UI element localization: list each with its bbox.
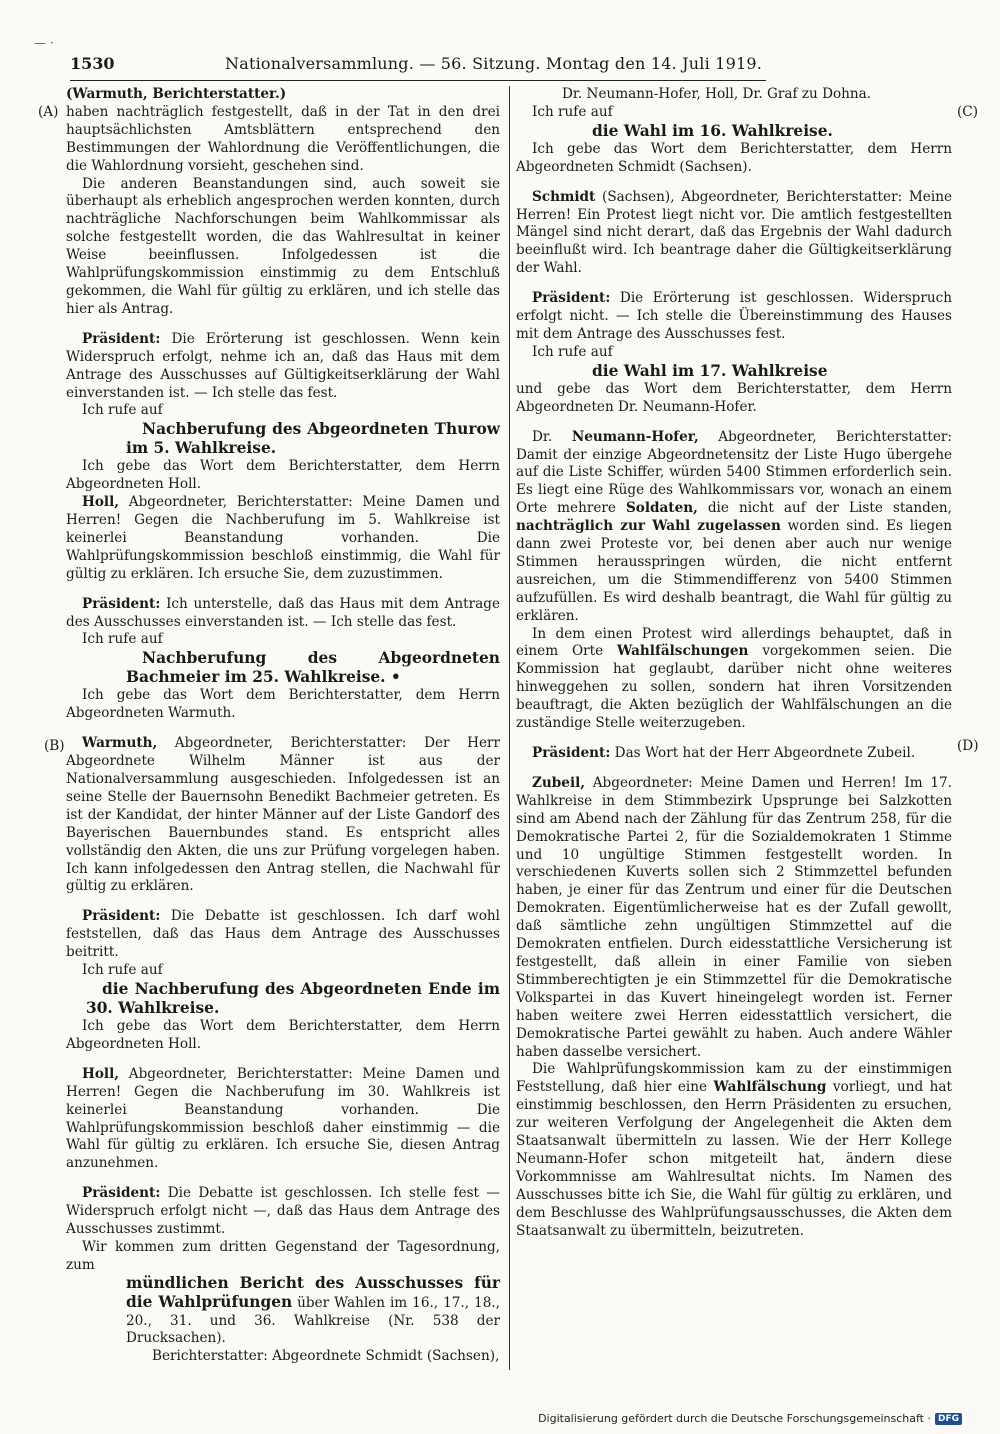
- paragraph: Ich gebe das Wort dem Berichterstatter, dem Herrn Abgeordneten Holl.: [66, 458, 500, 493]
- agenda-heading: Nachberufung des Abgeordneten Bachmeier im 25. Wahlkreise. •: [126, 649, 500, 687]
- margin-marker-d: (D): [957, 738, 979, 754]
- paragraph: und gebe das Wort dem Berichterstatter, dem Herrn Abgeordneten Dr. Neumann-Hofer.: [516, 380, 952, 415]
- paragraph: Berichterstatter: Abgeordnete Schmidt (Sachsen),: [152, 1348, 500, 1365]
- speaker-name: Präsident:: [532, 290, 611, 307]
- speaker-name: Holl,: [82, 1065, 119, 1082]
- edge-mark: — ·: [34, 36, 54, 50]
- speaker-name: Präsident:: [82, 595, 161, 612]
- paragraph: Ich gebe das Wort dem Berichterstatter, dem Herrn Abgeordneten Warmuth.: [66, 687, 500, 722]
- paragraph: Wir kommen zum dritten Gegenstand der Tagesordnung, zum: [66, 1238, 500, 1273]
- speaker-name: Präsident:: [82, 908, 161, 925]
- speaker-name: Präsident:: [82, 1185, 161, 1202]
- running-title: Nationalversammlung. — 56. Sitzung. Montag den 14. Juli 1919.: [225, 54, 762, 73]
- speaker-name: Zubeil,: [532, 774, 586, 791]
- agenda-heading: die Nachberufung des Abgeordneten Ende im 30. Wahlkreise.: [86, 979, 500, 1017]
- speaker-name: Schmidt: [532, 188, 596, 205]
- speech-paragraph: Warmuth, Abgeordneter, Berichterstatter: Der Herr Abgeordnete Wilhelm Männer ist aus der Nationalversammlung ausgeschieden. Infolgedessen ist an seine Stelle der Bauernsohn Benedikt Bachmeier getreten. Es ist der Kandidat, der hinter Männer auf der Liste Gandorf des Bayerischen Bauernbundes stand. Es entspricht alles vollständig den Akten, die uns zur Prüfung vorgelegen haben. Ich kann infolgedessen den Antrag stellen, die Nachwahl für gültig zu erklären.: [66, 735, 500, 895]
- speaker-name: Holl,: [82, 494, 119, 511]
- speech-paragraph: Präsident: Die Debatte ist geschlossen. Ich stelle fest — Widerspruch erfolgt nicht —, daß das Haus dem Antrage des Ausschusses zustimmt.: [66, 1185, 500, 1238]
- speech-paragraph: Dr. Neumann-Hofer, Abgeordneter, Berichterstatter: Damit der einzige Abgeordnetensitz der Liste Hugo übergehe auf die Liste Schiffer, würden 5400 Stimmen erforderlich sein. Es liegt eine Rüge des Wahlkommissars vor, wonach an einem Orte mehrere Soldaten, die nicht auf der Liste standen, nachträglich zur Wahl zugelassen worden sind. Es liegen dann zwei Proteste vor, bei denen aber auch nur wenige Stimmen herausspringen würden, die nicht entfernt ausreichen, um die Stimmendifferenz von 5400 Stimmen aufzufüllen. Es wird deshalb beantragt, die Wahl für gültig zu erklären.: [516, 428, 952, 624]
- page-header: [70, 54, 766, 81]
- speaker-continuation: (Warmuth, Berichterstatter.): [66, 86, 287, 102]
- speaker-name: Präsident:: [532, 745, 611, 761]
- agenda-heading: Nachberufung des Abgeordneten Thurow im 5. Wahlkreise.: [126, 420, 500, 458]
- column-divider: [509, 86, 510, 1370]
- margin-marker-c: (C): [957, 104, 979, 120]
- paragraph: Die Wahlprüfungskommission kam zu der einstimmigen Feststellung, daß hier eine Wahlfälschung vorliegt, und hat einstimmig beschlossen, den Herrn Präsidenten zu ersuchen, zur weiteren Verfolgung der Angelegenheit die Akten dem Staatsanwalt übermitteln zu lassen. Wie der Herr Kollege Neumann-Hofer schon mitgeteilt hat, ändern diese Vorkommnisse am Wahlresultat nichts. Im Namen des Ausschusses bitte ich Sie, die Wahl für gültig zu erklären, und dem Beschlusse des Wahlprüfungsausschusses, die Akten dem Staatsanwalt zu übermitteln, beizutreten.: [516, 1061, 952, 1239]
- speech-paragraph: Holl, Abgeordneter, Berichterstatter: Meine Damen und Herren! Gegen die Nachberufung im 5. Wahlkreise ist keinerlei Beanstandung vorhanden. Die Wahlprüfungskommission beschloß einstimmig, die Wahl für gültig zu erklären. Ich ersuche Sie, dem zuzustimmen.: [66, 494, 500, 582]
- margin-marker-a: (A): [38, 104, 59, 120]
- paragraph: Dr. Neumann-Hofer, Holl, Dr. Graf zu Dohna.: [562, 86, 872, 102]
- speech-paragraph: Präsident: Die Erörterung ist geschlossen. Widerspruch erfolgt nicht. — Ich stelle die Übereinstimmung des Hauses mit dem Antrage des Ausschusses fest.: [516, 290, 952, 342]
- paragraph: Ich rufe auf: [82, 402, 163, 419]
- paragraph: Ich gebe das Wort dem Berichterstatter, dem Herrn Abgeordneten Holl.: [66, 1017, 500, 1052]
- dfg-logo-icon: DFG: [935, 1413, 962, 1425]
- speech-paragraph: Schmidt (Sachsen), Abgeordneter, Berichterstatter: Meine Herren! Ein Protest liegt nicht vor. Die amtlich festgestellten Mängel sind nicht derart, daß das Ergebnis der Wahl dadurch beeinflußt wird. Ich beantrage daher die Gültigkeitserklärung der Wahl.: [516, 188, 952, 277]
- speech-paragraph: Präsident: Die Erörterung ist geschlossen. Wenn kein Widerspruch erfolgt, nehme ich an, daß das Haus mit dem Antrage des Ausschusses auf Gültigkeitserklärung der Wahl einverstanden ist. — Ich stelle das fest.: [66, 330, 500, 401]
- paragraph: Ich rufe auf: [82, 962, 163, 979]
- right-column: [516, 86, 952, 1240]
- paragraph: Ich rufe auf: [532, 103, 613, 120]
- speech-paragraph: Zubeil, Abgeordneter: Meine Damen und Herren! Im 17. Wahlkreise in dem Stimmbezirk Upsprunge bei Salzkotten sind am Abend nach der Zählung für das Zentrum 258, für die Demokratische Partei 2, für die Sozialdemokraten 1 Stimme und 10 ungültige Stimmen festgestellt worden. In verschiedenen Kuverts sollen sich 2 Stimmzettel befunden haben, je einer für das Zentrum und einer für die Deutschen Demokraten. Eigentümlicherweise hat es der Zufall gewollt, daß sämtliche zehn ungültigen Stimmzettel auf die Demokraten entfielen. Durch eidesstattliche Versicherung ist festgestellt, daß allein in einer Familie von sieben Stimmberechtigten je ein Stimmzettel für die Demokratische Volkspartei in das Kuvert hineingelegt worden ist. Ferner haben weitere zwei Herren eidesstattlich versichert, die Demokratische Partei gewählt zu haben. Auch andere Wähler haben dasselbe versichert.: [516, 774, 952, 1060]
- paragraph: haben nachträglich festgestellt, daß in der Tat in den drei hauptsächlichsten Amtsblättern entsprechend den Bestimmungen der Wahlordnung die Veröffentlichungen, die die Wahlordnung vorsieht, geschehen sind.: [66, 103, 500, 174]
- page-number: 1530: [70, 54, 115, 73]
- speaker-name: Neumann-Hofer,: [571, 428, 699, 445]
- speaker-name: Warmuth,: [82, 735, 158, 752]
- digitization-footer: [538, 1412, 962, 1425]
- speech-paragraph: Präsident: Ich unterstelle, daß das Haus mit dem Antrage des Ausschusses einverstanden ist. — Ich stelle das fest.: [66, 595, 500, 630]
- agenda-heading: die Wahl im 16. Wahlkreise.: [592, 121, 833, 140]
- left-column: [66, 86, 500, 1366]
- paragraph: Ich gebe das Wort dem Berichterstatter, dem Herrn Abgeordneten Schmidt (Sachsen).: [516, 140, 952, 175]
- footer-text: Digitalisierung gefördert durch die Deutsche Forschungsgemeinschaft ·: [538, 1412, 931, 1425]
- paragraph: Die anderen Beanstandungen sind, auch soweit sie überhaupt als erheblich angesprochen werden konnten, durch nachträgliche Nachforschungen beim Wahlkommissar als solche festgestellt worden, die das Wahlresultat in keiner Weise beeinflussen. Infolgedessen ist die Wahlprüfungskommission einstimmig zu dem Entschluß gekommen, die Wahl für gültig zu erklären, und ich stelle das hier als Antrag.: [66, 175, 500, 317]
- agenda-item: mündlichen Bericht des Ausschusses für die Wahlprüfungen über Wahlen im 16., 17., 18., 20., 31. und 36. Wahlkreise (Nr. 538 der Drucksachen).: [126, 1273, 500, 1347]
- speech-paragraph: Holl, Abgeordneter, Berichterstatter: Meine Damen und Herren! Gegen die Nachberufung im 30. Wahlkreis ist keinerlei Beanstandung vorhanden. Die Wahlprüfungskommission beschloß daher einstimmig — die Wahl für gültig zu erklären. Ich ersuche Sie, diesen Antrag anzunehmen.: [66, 1065, 500, 1172]
- speaker-name: Präsident:: [82, 330, 161, 347]
- paragraph: In dem einen Protest wird allerdings behauptet, daß in einem Orte Wahlfälschungen vorgekommen seien. Die Kommission hat geglaubt, darüber nicht ohne weiteres hinweggehen zu sollen, sondern hat ihren Vorsitzenden beauftragt, die Akten bezüglich der Wahlfälschungen an die zuständige Stelle weiterzugeben.: [516, 625, 953, 732]
- speech-paragraph: Präsident: Das Wort hat der Herr Abgeordnete Zubeil.: [532, 745, 916, 761]
- margin-marker-b: (B): [44, 738, 65, 754]
- paragraph: Ich rufe auf: [532, 343, 613, 360]
- speech-paragraph: Präsident: Die Debatte ist geschlossen. Ich darf wohl feststellen, daß das Haus dem Antrage des Ausschusses beitritt.: [66, 908, 500, 961]
- paragraph: Ich rufe auf: [82, 631, 163, 648]
- agenda-heading: die Wahl im 17. Wahlkreise: [592, 361, 828, 380]
